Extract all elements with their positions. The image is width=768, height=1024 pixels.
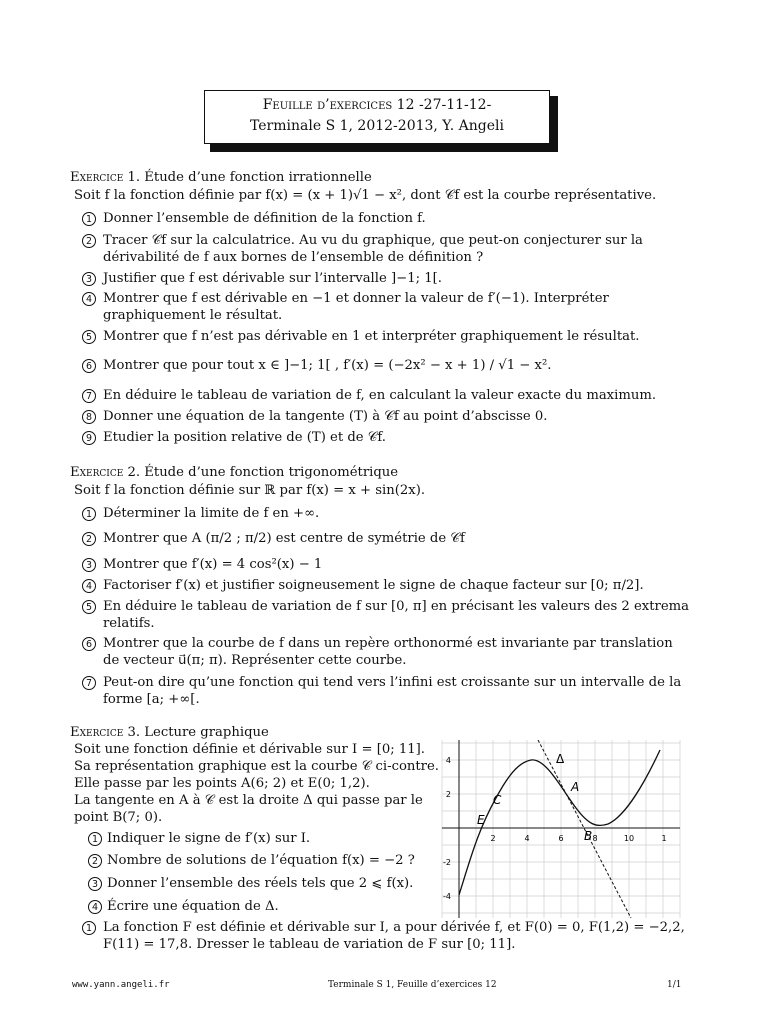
exercise-2-label: Exercice 2.	[70, 465, 141, 480]
ex3-q4-text: Écrire une équation de Δ.	[107, 899, 279, 914]
ex2-q1-number: 1	[82, 507, 96, 521]
footer-url: www.yann.angeli.fr	[72, 980, 170, 990]
exercise-1-title: Étude d’une fonction irrationnelle	[144, 170, 372, 185]
x-tick-4: 4	[524, 834, 530, 843]
ex2-q3-number: 3	[82, 558, 96, 572]
ex1-q1-number: 1	[82, 212, 96, 226]
y-tick-4: 4	[445, 756, 451, 765]
ex3-q1-number: 1	[88, 832, 102, 846]
ex1-q7-number: 7	[82, 389, 96, 403]
ex3-q3-text: Donner l’ensemble des réels tels que 2 ⩽ f(x).	[107, 876, 414, 891]
x-tick-2: 2	[490, 834, 496, 843]
ex1-q1-text: Donner l’ensemble de définition de la fonction f.	[103, 211, 426, 226]
exercise-1-label: Exercice 1.	[70, 170, 141, 185]
exercise-1-intro: Soit f la fonction définie par f(x) = (x + 1)√1 − x², dont 𝒞f est la courbe représentative.	[74, 188, 657, 203]
exercise-1-heading	[70, 170, 372, 186]
exercise-3-intro-line-1: Soit une fonction définie et dérivable sur I = [0; 11].	[74, 742, 425, 757]
ex3-q4-number: 4	[88, 900, 102, 914]
ex1-q8-text: Donner une équation de la tangente (T) à 𝒞f au point d’abscisse 0.	[103, 409, 548, 424]
ex2-q2-text: Montrer que A (π/2 ; π/2) est centre de symétrie de 𝒞f	[103, 531, 465, 546]
title-line-2: Terminale S 1, 2012-2013, Y. Angeli	[250, 118, 504, 134]
ex3-q2-text: Nombre de solutions de l’équation f(x) = −2 ?	[107, 853, 415, 868]
exercise-3-intro-line-5: point B(7; 0).	[74, 810, 163, 825]
graph-grid	[442, 740, 680, 918]
ex1-q4-text: Montrer que f est dérivable en −1 et donner la valeur de f′(−1). Interpréter graphiquement le résultat.	[103, 291, 609, 323]
ex2-q5-number: 5	[82, 600, 96, 614]
exercise-3-heading	[70, 725, 269, 741]
x-tick-10: 10	[623, 834, 635, 843]
exercise-3-intro-line-2: Sa représentation graphique est la courbe 𝒞 ci-contre.	[74, 759, 439, 774]
ex1-q7-text: En déduire le tableau de variation de f, en calculant la valeur exacte du maximum.	[103, 388, 657, 403]
ex1-q9-number: 9	[82, 431, 96, 445]
ex2-q4-text: Factoriser f′(x) et justifier soigneusement le signe de chaque facteur sur [0; π/2].	[103, 578, 644, 593]
ex2-q6-number: 6	[82, 637, 96, 651]
ex1-q2-text: Tracer 𝒞f sur la calculatrice. Au vu du graphique, que peut-on conjecturer sur la dérivabilité de f aux bornes de l’ensemble de définition ?	[103, 233, 643, 265]
label-a: A	[571, 780, 580, 794]
exercise-2-intro: Soit f la fonction définie sur ℝ par f(x) = x + sin(2x).	[74, 483, 426, 498]
label-delta: Δ	[556, 752, 565, 766]
x-tick-8: 8	[592, 834, 598, 843]
ex2-q4-number: 4	[82, 579, 96, 593]
ex1-q5-number: 5	[82, 330, 96, 344]
ex2-q7-text: Peut-on dire qu’une fonction qui tend vers l’infini est croissante sur un intervalle de la forme [a; +∞[.	[103, 675, 682, 707]
label-e: E	[477, 813, 485, 827]
exercise-2-heading	[70, 465, 398, 481]
ex1-q5-text: Montrer que f n’est pas dérivable en 1 et interpréter graphiquement le résultat.	[103, 329, 640, 344]
ex1-q2-number: 2	[82, 234, 96, 248]
ex3-q1-text: Indiquer le signe de f′(x) sur I.	[107, 831, 311, 846]
ex3-q3-number: 3	[88, 877, 102, 891]
ex3-final-number: 1	[82, 921, 96, 935]
y-tick-2: 2	[445, 790, 451, 799]
exercise-3-title: Lecture graphique	[144, 725, 269, 740]
curve-c	[459, 750, 660, 895]
y-tick-minus-4: -4	[443, 892, 451, 901]
ex1-q6-number: 6	[82, 359, 96, 373]
title-line-1: Feuille d’exercices 12 -27-11-12-	[262, 97, 492, 113]
ex1-q3-number: 3	[82, 272, 96, 286]
x-tick-6: 6	[558, 834, 564, 843]
ex1-q9-text: Etudier la position relative de (T) et de 𝒞f.	[103, 430, 386, 445]
ex1-q6-text: Montrer que pour tout x ∈ ]−1; 1[ , f′(x) = (−2x² − x + 1) / √1 − x².	[103, 358, 552, 373]
footer-center: Terminale S 1, Feuille d’exercices 12	[328, 980, 497, 990]
ex2-q1-text: Déterminer la limite de f en +∞.	[103, 506, 320, 521]
label-b: B	[584, 829, 593, 843]
label-c: C	[493, 793, 502, 807]
ex1-q8-number: 8	[82, 410, 96, 424]
ex2-q3-text: Montrer que f′(x) = 4 cos²(x) − 1	[103, 557, 323, 572]
ex2-q6-text: Montrer que la courbe de f dans un repère orthonormé est invariante par translation de vecteur u⃗(π; π). Représenter cette courbe.	[103, 636, 673, 668]
title-box	[204, 90, 550, 144]
ex1-q4-number: 4	[82, 292, 96, 306]
ex3-q2-number: 2	[88, 854, 102, 868]
exercise-2-title: Étude d’une fonction trigonométrique	[144, 465, 399, 480]
ex3-final-text: La fonction F est définie et dérivable sur I, a pour dérivée f, et F(0) = 0, F(1,2) = −2,2, F(11) = 17,8. Dresser le tableau de variation de F sur [0; 11].	[103, 920, 685, 952]
footer-page-number: 1/1	[667, 980, 682, 990]
ex2-q5-text: En déduire le tableau de variation de f sur [0, π] en précisant les valeurs des 2 extrema relatifs.	[103, 599, 690, 631]
exercise-3-label: Exercice 3.	[70, 725, 141, 740]
y-tick-minus-2: -2	[443, 858, 451, 867]
x-tick-12: 1	[661, 834, 667, 843]
ex1-q3-text: Justifier que f est dérivable sur l’intervalle ]−1; 1[.	[103, 271, 442, 286]
exercise-3-graph	[436, 740, 682, 920]
ex2-q2-number: 2	[82, 532, 96, 546]
ex2-q7-number: 7	[82, 676, 96, 690]
exercise-3-intro-line-4: La tangente en A à 𝒞 est la droite Δ qui passe par le	[74, 793, 423, 808]
exercise-3-intro-line-3: Elle passe par les points A(6; 2) et E(0; 1,2).	[74, 776, 370, 791]
